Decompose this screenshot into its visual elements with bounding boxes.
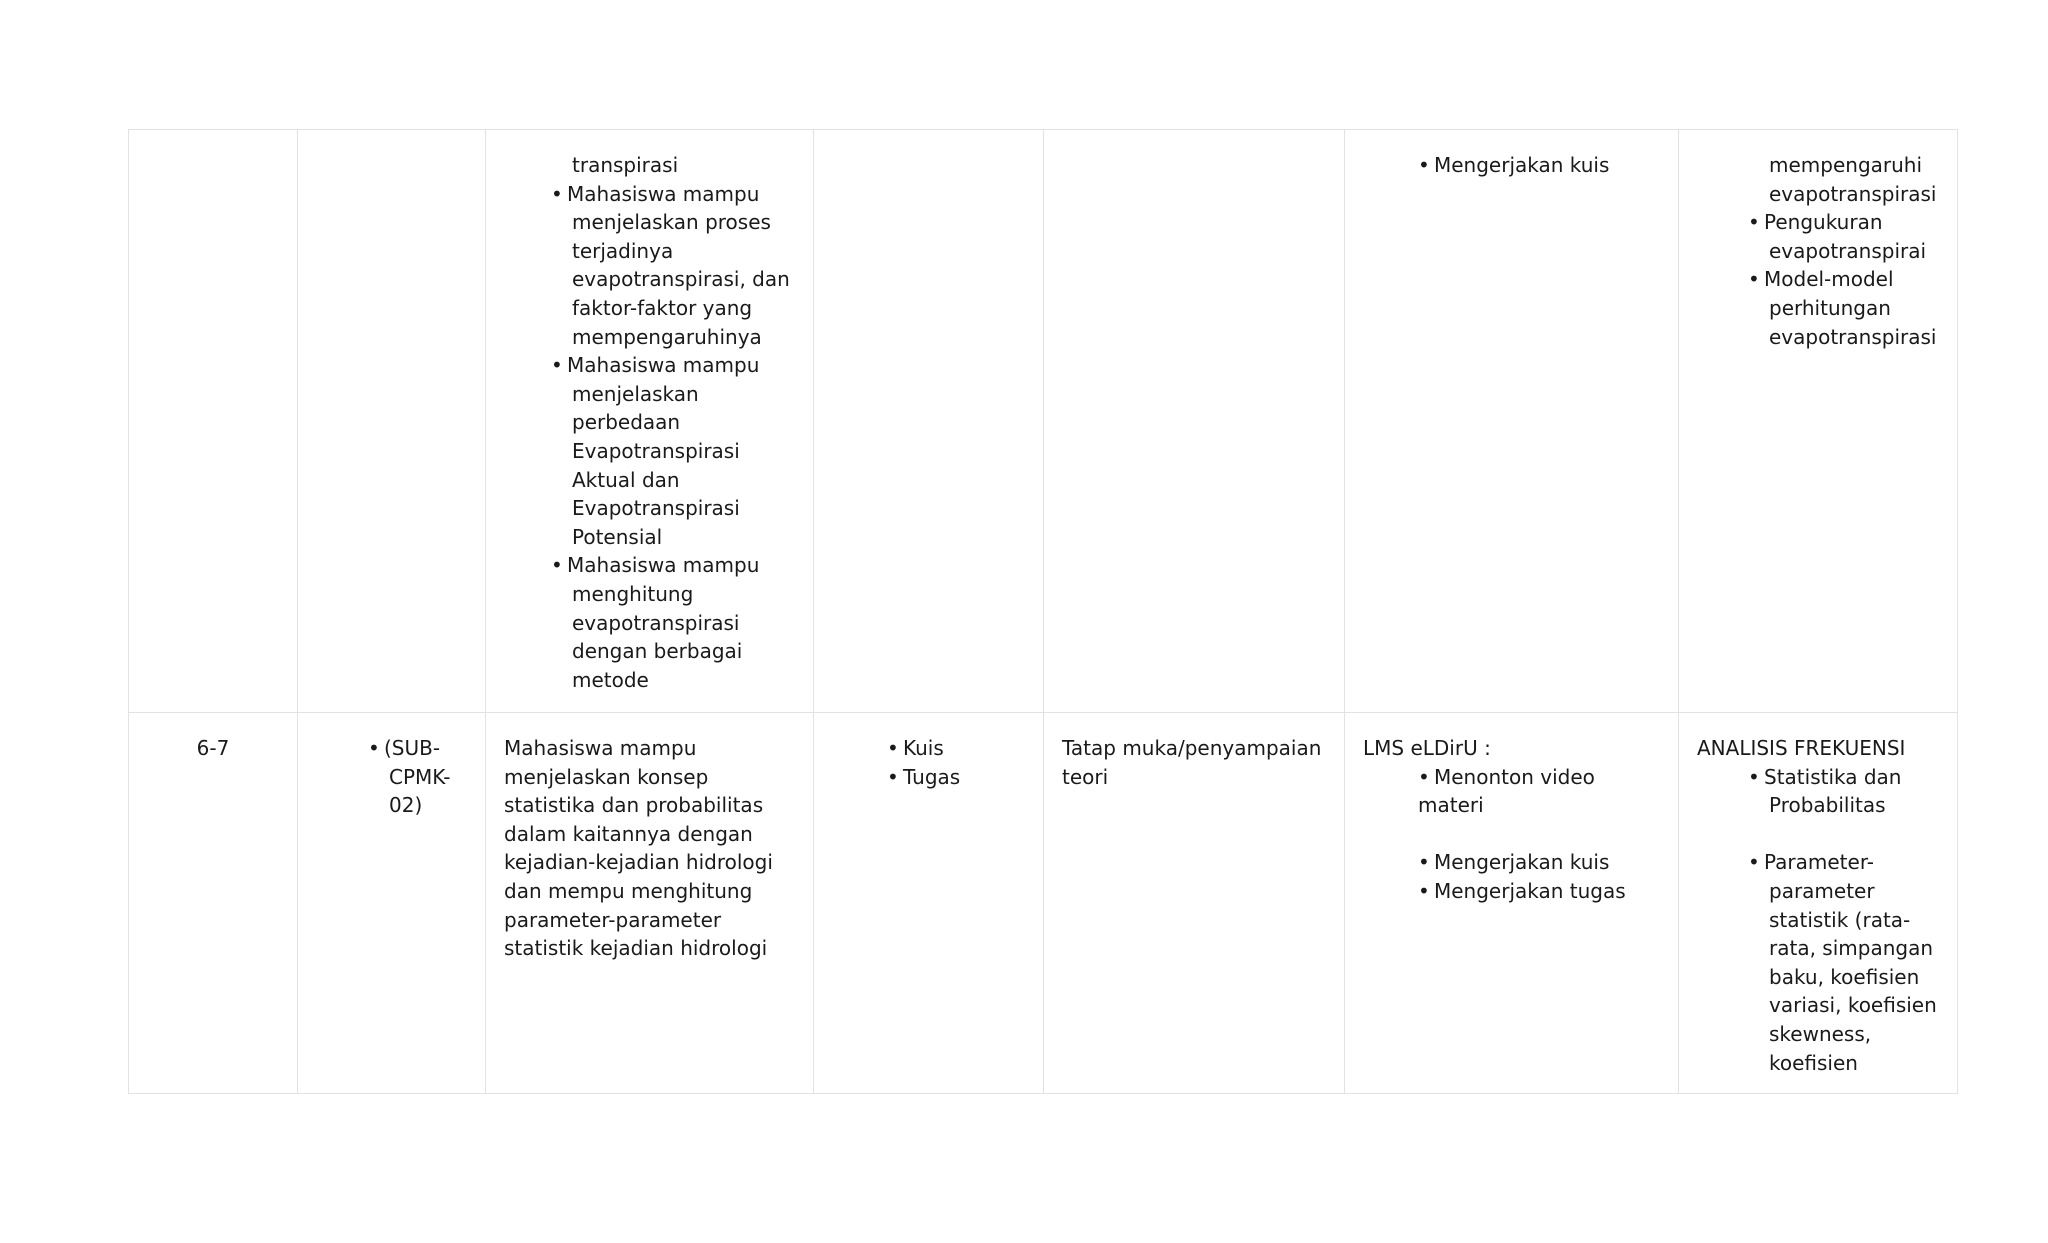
indicator-continuation: transpirasi bbox=[572, 153, 679, 177]
list-item: • Kuis bbox=[867, 734, 1025, 763]
indicator-list bbox=[531, 180, 795, 695]
list-item: • Mengerjakan tugas bbox=[1398, 877, 1660, 906]
list-spacer bbox=[1728, 820, 1939, 849]
lms-cell bbox=[1345, 130, 1679, 713]
rps-table bbox=[128, 129, 1958, 1094]
indicator-cell bbox=[486, 130, 814, 713]
week-cell bbox=[129, 713, 298, 1094]
indicator-text: Mahasiswa mampu menjelaskan konsep statistika dan probabilitas dalam kaitannya dengan kejadian-kejadian hidrologi dan mempu menghitung parameter-parameter statistik kejadian hidrologi bbox=[504, 736, 773, 961]
material-continuation: mempengaruhi evapotranspirasi bbox=[1769, 153, 1937, 206]
list-item: • Menonton video materi bbox=[1398, 763, 1660, 820]
subcpmk-list bbox=[348, 734, 467, 820]
method-text: Tatap muka/penyampaian teori bbox=[1062, 736, 1322, 789]
lms-title: LMS eLDirU : bbox=[1363, 736, 1491, 760]
material-cell bbox=[1679, 130, 1958, 713]
list-item: • Parameter-parameter statistik (rata-rata, simpangan baku, koefisien variasi, koefisien skewness, koefisien bbox=[1728, 848, 1939, 1077]
list-item: • Mahasiswa mampu menjelaskan perbedaan Evapotranspirasi Aktual dan Evapotranspirasi Potensial bbox=[531, 351, 795, 551]
material-list bbox=[1728, 208, 1939, 351]
method-cell bbox=[1044, 130, 1345, 713]
lms-list bbox=[1398, 151, 1660, 180]
list-item: • (SUB-CPMK-02) bbox=[348, 734, 467, 820]
indicator-cell bbox=[486, 713, 814, 1094]
list-item: • Mahasiswa mampu menjelaskan proses terjadinya evapotranspirasi, dan faktor-faktor yang mempengaruhinya bbox=[531, 180, 795, 352]
material-title: ANALISIS FREKUENSI bbox=[1697, 736, 1906, 760]
assessment-cell bbox=[814, 130, 1044, 713]
list-item: • Statistika dan Probabilitas bbox=[1728, 763, 1939, 820]
lms-cell bbox=[1345, 713, 1679, 1094]
list-item: • Mengerjakan kuis bbox=[1398, 151, 1660, 180]
subcpmk-cell bbox=[298, 713, 486, 1094]
subcpmk-cell bbox=[298, 130, 486, 713]
assessment-cell bbox=[814, 713, 1044, 1094]
week-text: 6-7 bbox=[196, 736, 230, 760]
list-item: • Model-model perhitungan evapotranspirasi bbox=[1728, 265, 1939, 351]
list-item: • Pengukuran evapotranspirai bbox=[1728, 208, 1939, 265]
week-cell bbox=[129, 130, 298, 713]
table-row bbox=[129, 130, 1958, 713]
list-item: • Tugas bbox=[867, 763, 1025, 792]
list-spacer bbox=[1398, 820, 1660, 849]
method-cell bbox=[1044, 713, 1345, 1094]
material-cell bbox=[1679, 713, 1958, 1094]
table-row bbox=[129, 713, 1958, 1094]
list-item: • Mengerjakan kuis bbox=[1398, 848, 1660, 877]
material-list bbox=[1728, 763, 1939, 1078]
lms-list bbox=[1398, 763, 1660, 906]
list-item: • Mahasiswa mampu menghitung evapotranspirasi dengan berbagai metode bbox=[531, 551, 795, 694]
assessment-list bbox=[867, 734, 1025, 791]
